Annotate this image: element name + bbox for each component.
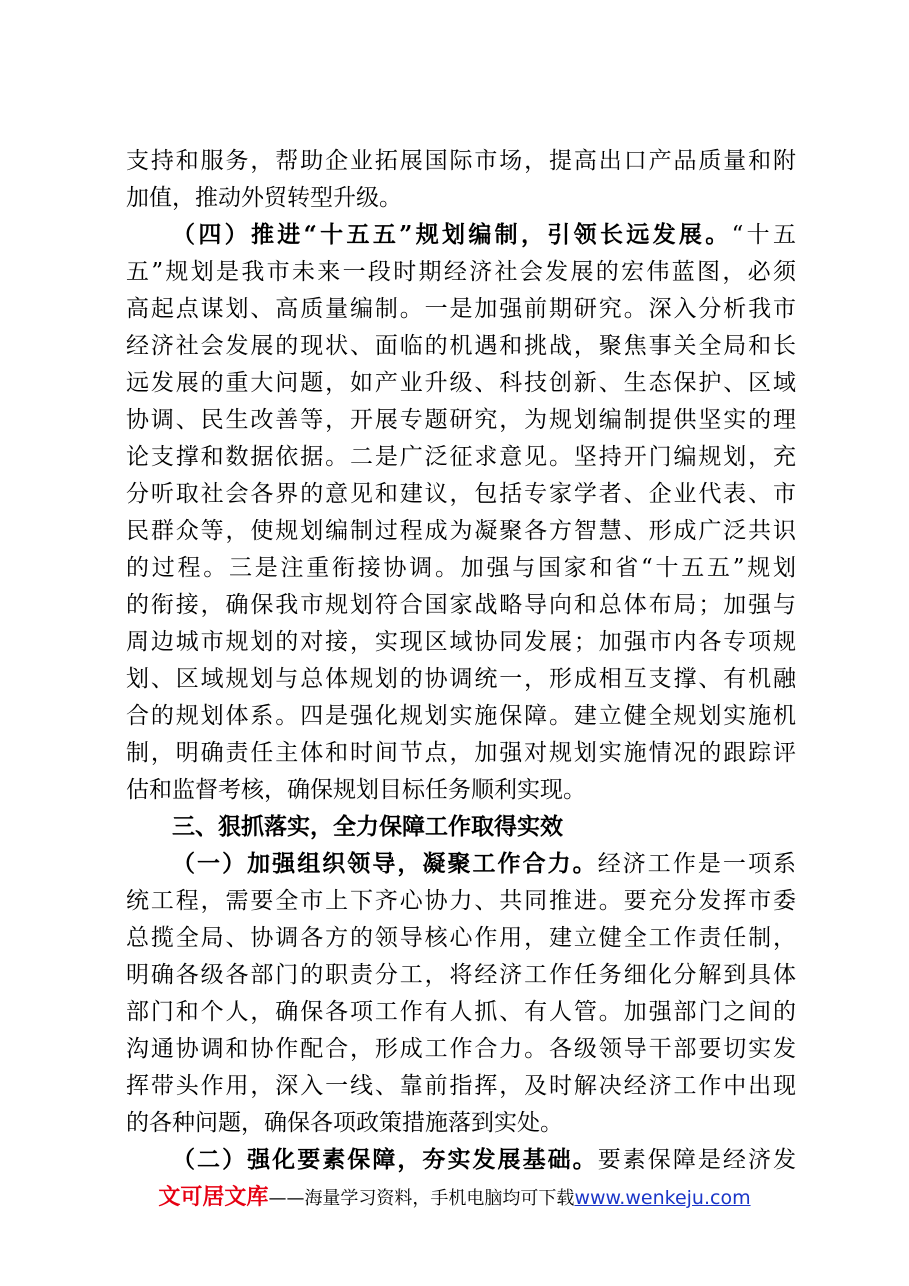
footer-banner bbox=[0, 1183, 909, 1213]
body-line: 合的规划体系。四是强化规划实施保障。建立健全规划实施机 bbox=[126, 703, 796, 729]
body-text: “十五 bbox=[731, 222, 796, 248]
body-line: 民群众等，使规划编制过程成为凝聚各方智慧、形成广泛共识 bbox=[126, 518, 796, 544]
body-line: 统工程，需要全市上下齐心协力、共同推进。要充分发挥市委 bbox=[126, 888, 796, 914]
body-line: 估和监督考核，确保规划目标任务顺利实现。 bbox=[126, 777, 586, 803]
site-link[interactable]: www.wenkeju.com bbox=[574, 1187, 751, 1209]
body-line: 的各种问题，确保各项政策措施落到实处。 bbox=[126, 1110, 563, 1136]
subheading-four: （四）推进“十五五”规划编制，引领长远发展。 bbox=[172, 221, 732, 248]
subheading-line bbox=[172, 846, 796, 882]
body-line: 部门和个人，确保各项工作有人抓、有人管。加强部门之间的 bbox=[126, 999, 796, 1025]
body-line: 远发展的重大问题，如产业升级、科技创新、生态保护、区域 bbox=[126, 370, 796, 396]
body-line: 加值，推动外贸转型升级。 bbox=[126, 185, 402, 211]
body-line: 明确各级各部门的职责分工，将经济工作任务细化分解到具体 bbox=[126, 962, 796, 988]
body-line: 的过程。三是注重衔接协调。加强与国家和省“十五五”规划 bbox=[126, 555, 796, 581]
body-line: 挥带头作用，深入一线、靠前指挥，及时解决经济工作中出现 bbox=[126, 1073, 796, 1099]
body-line: 经济社会发展的现状、面临的机遇和挑战，聚焦事关全局和长 bbox=[126, 333, 796, 359]
footer-tagline: ——海量学习资料，手机电脑均可下载 bbox=[268, 1188, 575, 1209]
body-line: 沟通协调和协作配合，形成工作合力。各级领导干部要切实发 bbox=[126, 1036, 796, 1062]
body-line: 制，明确责任主体和时间节点，加强对规划实施情况的跟踪评 bbox=[126, 740, 796, 766]
subheading-line bbox=[172, 217, 796, 253]
body-line: 的衔接，确保我市规划符合国家战略导向和总体布局；加强与 bbox=[126, 592, 796, 618]
body-line: 五”规划是我市未来一段时期经济社会发展的宏伟蓝图，必须 bbox=[126, 259, 796, 285]
body-line: 划、区域规划与总体规划的协调统一，形成相互支撑、有机融 bbox=[126, 666, 796, 692]
body-line: 周边城市规划的对接，实现区域协同发展；加强市内各专项规 bbox=[126, 629, 796, 655]
brand-name: 文可居文库 bbox=[158, 1185, 269, 1210]
body-text: 要素保障是经济发 bbox=[597, 1147, 797, 1173]
body-line: 协调、民生改善等，开展专题研究，为规划编制提供坚实的理 bbox=[126, 407, 796, 433]
section-heading: 三、狠抓落实，全力保障工作取得实效 bbox=[172, 814, 563, 840]
subheading-one: （一）加强组织领导，凝聚工作合力。 bbox=[172, 850, 598, 877]
subheading-line bbox=[172, 1142, 796, 1178]
subheading-two: （二）强化要素保障，夯实发展基础。 bbox=[172, 1146, 598, 1173]
body-line: 分听取社会各界的意见和建议，包括专家学者、企业代表、市 bbox=[126, 481, 796, 507]
body-line: 高起点谋划、高质量编制。一是加强前期研究。深入分析我市 bbox=[126, 296, 796, 322]
body-line: 支持和服务，帮助企业拓展国际市场，提高出口产品质量和附 bbox=[126, 148, 796, 174]
body-line: 总揽全局、协调各方的领导核心作用，建立健全工作责任制， bbox=[126, 925, 796, 951]
body-line: 论支撑和数据依据。二是广泛征求意见。坚持开门编规划，充 bbox=[126, 444, 796, 470]
body-text: 经济工作是一项系 bbox=[597, 851, 797, 877]
